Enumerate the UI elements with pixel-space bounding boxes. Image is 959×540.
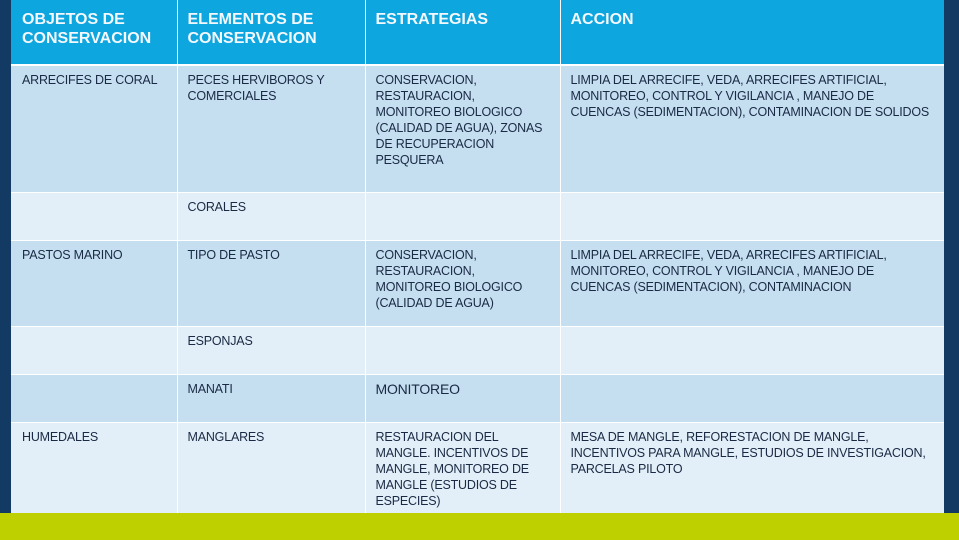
cell-elemento: ESPONJAS xyxy=(177,327,365,375)
cell-accion xyxy=(560,327,944,375)
header-estrategias: ESTRATEGIAS xyxy=(365,0,560,65)
cell-objeto: PASTOS MARINO xyxy=(11,241,177,327)
table-row xyxy=(11,193,944,241)
cell-estrategia: MONITOREO xyxy=(365,375,560,423)
cell-accion xyxy=(560,375,944,423)
header-accion: ACCION xyxy=(560,0,944,65)
cell-objeto: HUMEDALES xyxy=(11,423,177,514)
table-row xyxy=(11,423,944,514)
cell-estrategia xyxy=(365,327,560,375)
conservation-table-container xyxy=(11,0,944,513)
cell-estrategia: RESTAURACION DEL MANGLE. INCENTIVOS DE MANGLE, MONITOREO DE MANGLE (ESTUDIOS DE ESPECIES) xyxy=(365,423,560,514)
header-elementos: ELEMENTOS DE CONSERVACION xyxy=(177,0,365,65)
cell-accion xyxy=(560,193,944,241)
header-row xyxy=(11,0,944,65)
cell-estrategia: CONSERVACION, RESTAURACION, MONITOREO BIOLOGICO (CALIDAD DE AGUA), ZONAS DE RECUPERACION PESQUERA xyxy=(365,65,560,193)
cell-estrategia: CONSERVACION, RESTAURACION, MONITOREO BIOLOGICO (CALIDAD DE AGUA) xyxy=(365,241,560,327)
table-header xyxy=(11,0,944,65)
cell-objeto xyxy=(11,327,177,375)
table-row xyxy=(11,241,944,327)
conservation-table xyxy=(11,0,944,513)
cell-objeto: ARRECIFES DE CORAL xyxy=(11,65,177,193)
footer-bar xyxy=(0,513,959,540)
header-objetos: OBJETOS DE CONSERVACION xyxy=(11,0,177,65)
table-body xyxy=(11,65,944,513)
cell-objeto xyxy=(11,375,177,423)
cell-estrategia xyxy=(365,193,560,241)
cell-elemento: TIPO DE PASTO xyxy=(177,241,365,327)
table-row xyxy=(11,375,944,423)
table-row xyxy=(11,327,944,375)
cell-accion: LIMPIA DEL ARRECIFE, VEDA, ARRECIFES ARTIFICIAL, MONITOREO, CONTROL Y VIGILANCIA , MANEJO DE CUENCAS (SEDIMENTACION), CONTAMINACION xyxy=(560,241,944,327)
cell-elemento: PECES HERVIBOROS Y COMERCIALES xyxy=(177,65,365,193)
cell-accion: LIMPIA DEL ARRECIFE, VEDA, ARRECIFES ARTIFICIAL, MONITOREO, CONTROL Y VIGILANCIA , MANEJO DE CUENCAS (SEDIMENTACION), CONTAMINACION DE SOLIDOS xyxy=(560,65,944,193)
cell-elemento: MANATI xyxy=(177,375,365,423)
cell-objeto xyxy=(11,193,177,241)
cell-accion: MESA DE MANGLE, REFORESTACION DE MANGLE, INCENTIVOS PARA MANGLE, ESTUDIOS DE INVESTIGACION, PARCELAS PILOTO xyxy=(560,423,944,514)
cell-elemento: MANGLARES xyxy=(177,423,365,514)
cell-elemento: CORALES xyxy=(177,193,365,241)
table-row xyxy=(11,65,944,193)
